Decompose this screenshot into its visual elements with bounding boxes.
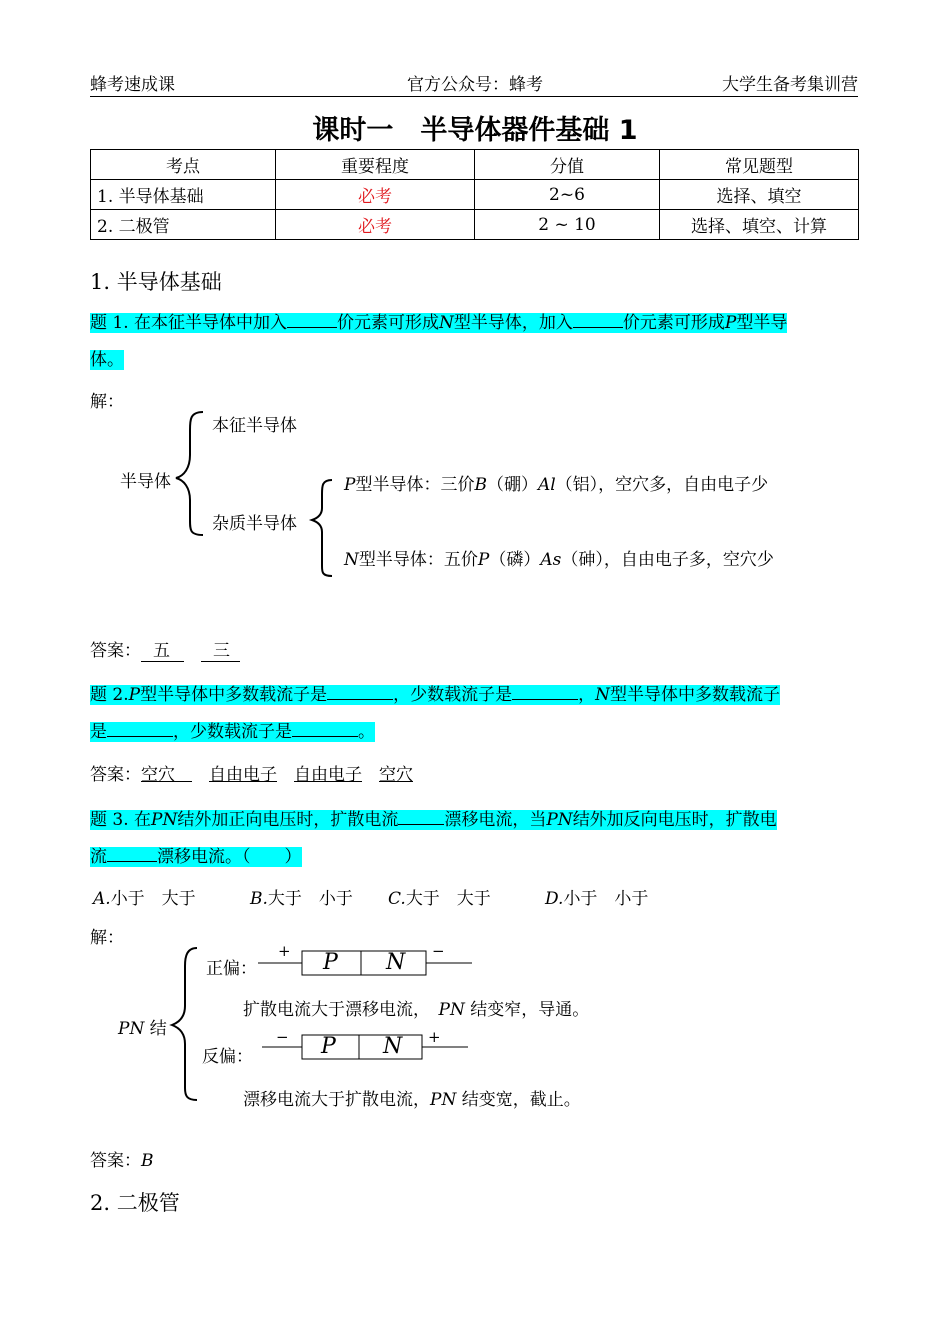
q1-answer-value: 五 bbox=[141, 636, 184, 662]
q1-text: 型半导体，加入 bbox=[453, 313, 573, 333]
table-cell: 选择、填空、计算 bbox=[660, 210, 859, 240]
q1-ptype-line: P型半导体：三价B（硼）Al（铝），空穴多，自由电子少 bbox=[344, 475, 769, 495]
minus-sign-reverse: − bbox=[276, 1028, 289, 1046]
q1-intrinsic-label: 本征半导体 bbox=[212, 416, 297, 436]
table-cell: 必考 bbox=[276, 180, 475, 210]
q1-text: 体。 bbox=[90, 350, 124, 370]
q2-answer-value: 空穴 bbox=[141, 765, 175, 785]
minus-sign-forward: − bbox=[432, 942, 445, 960]
q1-impure-label: 杂质半导体 bbox=[212, 514, 297, 534]
table-header-cell: 考点 bbox=[91, 150, 276, 180]
q1-text: 价元素可形成 bbox=[337, 313, 440, 333]
table-cell: 1. 半导体基础 bbox=[91, 180, 276, 210]
q1-text: 题 1. 在本征半导体中加入 bbox=[90, 313, 288, 333]
q3-reverse-desc: 漂移电流大于扩散电流，PN 结变宽，截止。 bbox=[243, 1090, 581, 1110]
q3-answer: 答案：B bbox=[90, 1151, 154, 1171]
q1-var: N bbox=[439, 313, 454, 333]
table-cell: 选择、填空 bbox=[660, 180, 859, 210]
q2-answer-value: 空穴 bbox=[379, 765, 413, 785]
n-label-forward: N bbox=[386, 950, 406, 975]
table-header-cell: 分值 bbox=[475, 150, 660, 180]
q2-answer-value: 自由电子 bbox=[209, 765, 277, 785]
question-3: 题 3. 在PN结外加正向电压时，扩散电流 漂移电流，当PN结外加反向电压时，扩散电 流 漂移电流。（ ） bbox=[90, 810, 777, 867]
page-title: 课时一 半导体器件基础 1 bbox=[312, 115, 638, 146]
p-label-reverse: P bbox=[321, 1034, 336, 1059]
brace-pn bbox=[172, 948, 197, 1100]
table-cell: 必考 bbox=[276, 210, 475, 240]
q2-answer-value: 自由电子 bbox=[294, 765, 362, 785]
table-cell: 2~6 bbox=[475, 180, 660, 210]
q1-ntype-line: N型半导体：五价P（磷）As（砷），自由电子多，空穴少 bbox=[344, 550, 774, 570]
header-left: 蜂考速成课 bbox=[90, 75, 175, 95]
q3-option-b: B.大于 小于 bbox=[250, 889, 353, 909]
brace-inner bbox=[312, 480, 332, 576]
q3-forward-label: 正偏： bbox=[206, 959, 257, 979]
plus-sign-forward: + bbox=[278, 942, 291, 960]
q2-answer: 答案：空穴 自由电子 自由电子 空穴 bbox=[90, 765, 413, 785]
q1-text: 价元素可形成 bbox=[622, 313, 725, 333]
q3-option-c: C.大于 大于 bbox=[388, 889, 491, 909]
brace-outer bbox=[176, 412, 203, 535]
q1-var: P bbox=[724, 313, 737, 333]
q3-solution-label: 解： bbox=[90, 928, 124, 948]
table-header-cell: 重要程度 bbox=[276, 150, 475, 180]
plus-sign-reverse: + bbox=[428, 1028, 441, 1046]
section-heading-2: 2. 二极管 bbox=[90, 1191, 180, 1215]
q1-solution-label: 解： bbox=[90, 392, 124, 412]
q3-reverse-label: 反偏： bbox=[202, 1047, 253, 1067]
p-label-forward: P bbox=[323, 950, 338, 975]
q3-option-a: A.小于 大于 bbox=[93, 889, 196, 909]
question-2: 题 2.P型半导体中多数载流子是 ，少数载流子是 ，N型半导体中多数载流子 是 ，少数载流子是 。 bbox=[90, 685, 780, 742]
n-label-reverse: N bbox=[383, 1034, 403, 1059]
q1-answer-value: 三 bbox=[201, 636, 240, 662]
q1-semi-label: 半导体 bbox=[120, 472, 171, 492]
table-header-cell: 常见题型 bbox=[660, 150, 859, 180]
q3-forward-desc: 扩散电流大于漂移电流， PN 结变窄，导通。 bbox=[243, 1000, 590, 1020]
section-heading-1: 1. 半导体基础 bbox=[90, 270, 222, 294]
q1-answer: 答案： 五 三 bbox=[90, 636, 240, 662]
q3-option-d: D.小于 小于 bbox=[545, 889, 649, 909]
q3-pn-label: PN 结 bbox=[118, 1019, 167, 1039]
table-cell: 2 ~ 10 bbox=[475, 210, 660, 240]
header-center: 官方公众号：蜂考 bbox=[407, 75, 543, 95]
header-right: 大学生备考集训营 bbox=[722, 75, 858, 95]
q1-text: 型半导 bbox=[736, 313, 788, 333]
table-cell: 2. 二极管 bbox=[91, 210, 276, 240]
